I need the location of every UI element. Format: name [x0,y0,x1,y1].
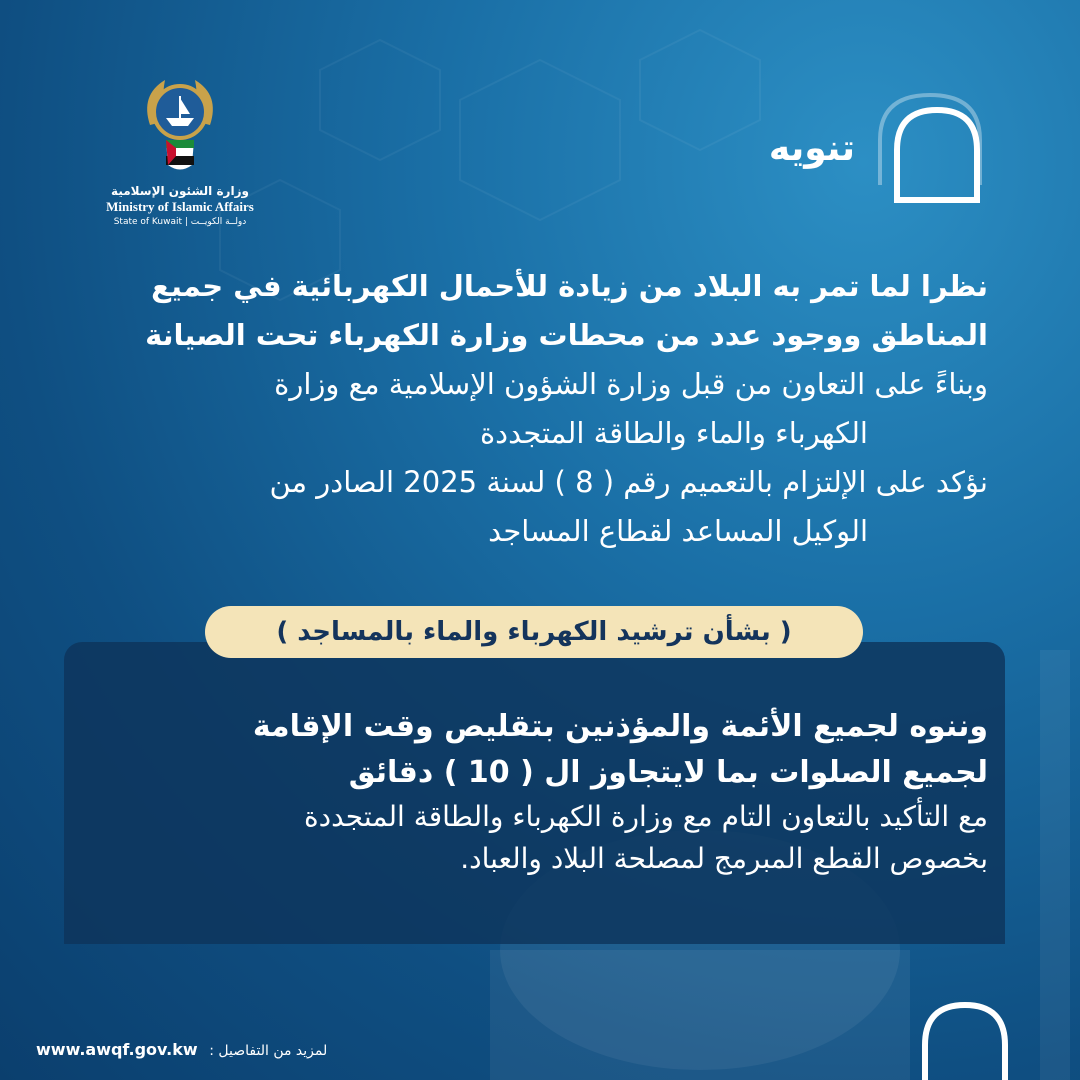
announcement-line: بخصوص القطع المبرمج لمصلحة البلاد والعباد. [460,842,988,875]
intro-line: الوكيل المساعد لقطاع المساجد [488,514,868,548]
intro-line: وبناءً على التعاون من قبل وزارة الشؤون الإسلامية مع وزارة [274,367,988,401]
ministry-name-arabic: وزارة الشئون الإسلامية [111,184,249,198]
intro-paragraph [88,262,988,556]
state-of-kuwait-label: State of Kuwait | دولــة الكويــت [113,217,247,227]
subject-pill: ( بشأن ترشيد الكهرباء والماء بالمساجد ) [205,606,863,658]
website-link[interactable]: www.awqf.gov.kw [36,1040,198,1059]
footer [36,1040,327,1059]
ministry-name-english: Ministry of Islamic Affairs [106,199,254,214]
announcement-line: لجميع الصلوات بما لايتجاوز ال ( 10 ) دقائق [348,755,988,790]
kuwait-emblem-icon [130,70,230,180]
intro-line: الكهرباء والماء والطاقة المتجددة [479,416,868,450]
intro-line: نؤكد على الإلتزام بالتعميم رقم ( 8 ) لسنة 2025 الصادر من [269,465,988,499]
intro-line: المناطق ووجود عدد من محطات وزارة الكهرباء تحت الصيانة [145,318,988,352]
notice-title: تنويه [768,128,855,169]
bottom-arch-icon [905,990,1025,1080]
announcement-text [88,704,988,880]
intro-line: نظرا لما تمر به البلاد من زيادة للأحمال الكهربائية في جميع [151,269,988,303]
announcement-line: وننوه لجميع الأئمة والمؤذنين بتقليص وقت الإقامة [252,709,988,744]
announcement-line: مع التأكيد بالتعاون التام مع وزارة الكهرباء والطاقة المتجددة [303,800,988,833]
ministry-logo [100,70,260,230]
arch-icon [865,80,995,210]
details-label: : لمزيد من التفاصيل [209,1043,328,1059]
